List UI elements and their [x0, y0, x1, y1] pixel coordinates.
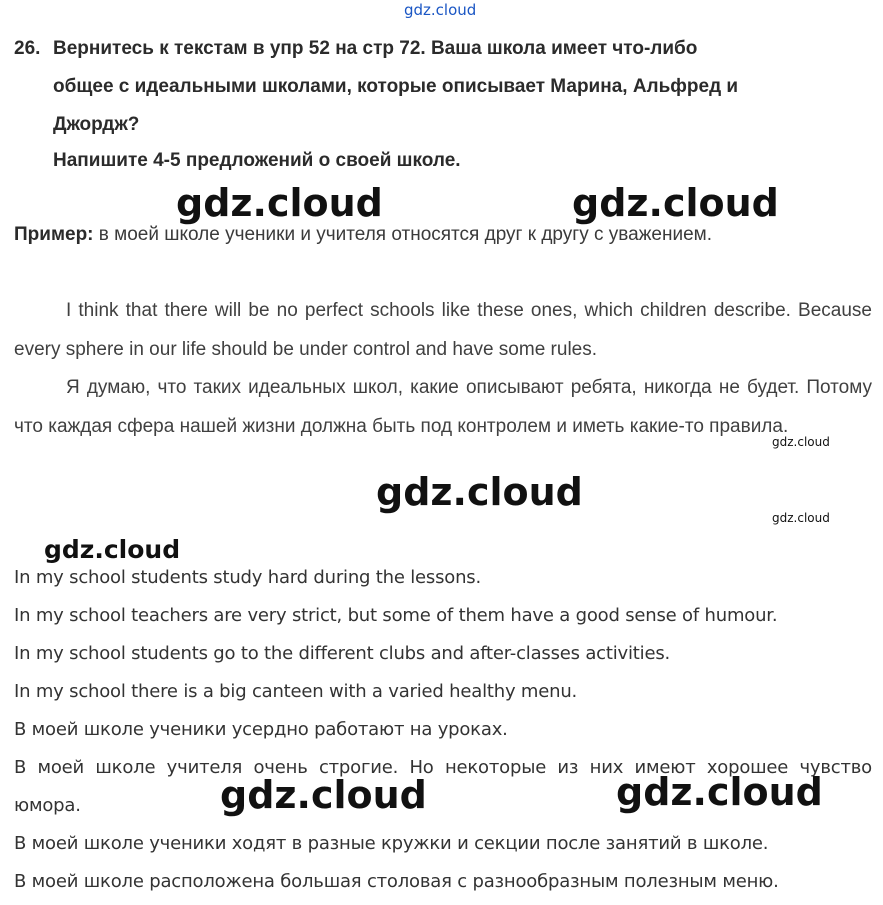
site-link[interactable]: gdz.cloud — [404, 1, 477, 19]
watermark: gdz.cloud — [44, 535, 181, 564]
list-item: В моей школе ученики ходят в разные кружки и секции после занятий в школе. — [14, 833, 769, 854]
list-item: В моей школе расположена большая столовая с разнообразным полезным меню. — [14, 871, 779, 892]
answer-block — [14, 292, 872, 449]
list-item: In my school students study hard during the lessons. — [14, 567, 482, 588]
watermark: gdz.cloud — [772, 435, 830, 449]
task-instruction: Напишите 4-5 предложений о своей школе. — [53, 150, 461, 171]
list-item: В моей школе учителя очень строгие. Но некоторые из них имеют хорошее чувство юмора. — [14, 757, 872, 816]
task-number: 26. — [14, 38, 41, 59]
task-question-line: Вернитесь к текстам в упр 52 на стр 72. Ваша школа имеет что-либо — [53, 38, 698, 59]
watermark: gdz.cloud — [376, 470, 583, 514]
sentence-list — [14, 559, 872, 901]
watermark: gdz.cloud — [616, 770, 823, 814]
watermark: gdz.cloud — [572, 181, 779, 225]
answer-russian: Я думаю, что таких идеальных школ, какие описывают ребята, никогда не будет. Потому что каждая сфера нашей жизни должна быть под контролем и иметь какие-то правила. — [14, 377, 872, 437]
example-label: Пример: — [14, 224, 94, 245]
task-question-line: общее с идеальными школами, которые описывает Марина, Альфред и — [53, 76, 739, 97]
list-item: In my school there is a big canteen with a varied healthy menu. — [14, 681, 578, 702]
task-question — [53, 30, 872, 144]
list-item: In my school teachers are very strict, but some of them have a good sense of humour. — [14, 605, 778, 626]
list-item: В моей школе ученики усердно работают на уроках. — [14, 719, 508, 740]
example-text: в моей школе ученики и учителя относятся друг к другу с уважением. — [93, 224, 713, 245]
answer-english: I think that there will be no perfect schools like these ones, which children describe. Because every sphere in our life should be under control and have some rules. — [14, 300, 872, 360]
task-block — [14, 30, 872, 180]
watermark: gdz.cloud — [176, 181, 383, 225]
watermark: gdz.cloud — [220, 773, 427, 817]
watermark: gdz.cloud — [772, 511, 830, 525]
task-question-line: Джордж? — [53, 114, 140, 135]
list-item: In my school students go to the different clubs and after-classes activities. — [14, 643, 671, 664]
